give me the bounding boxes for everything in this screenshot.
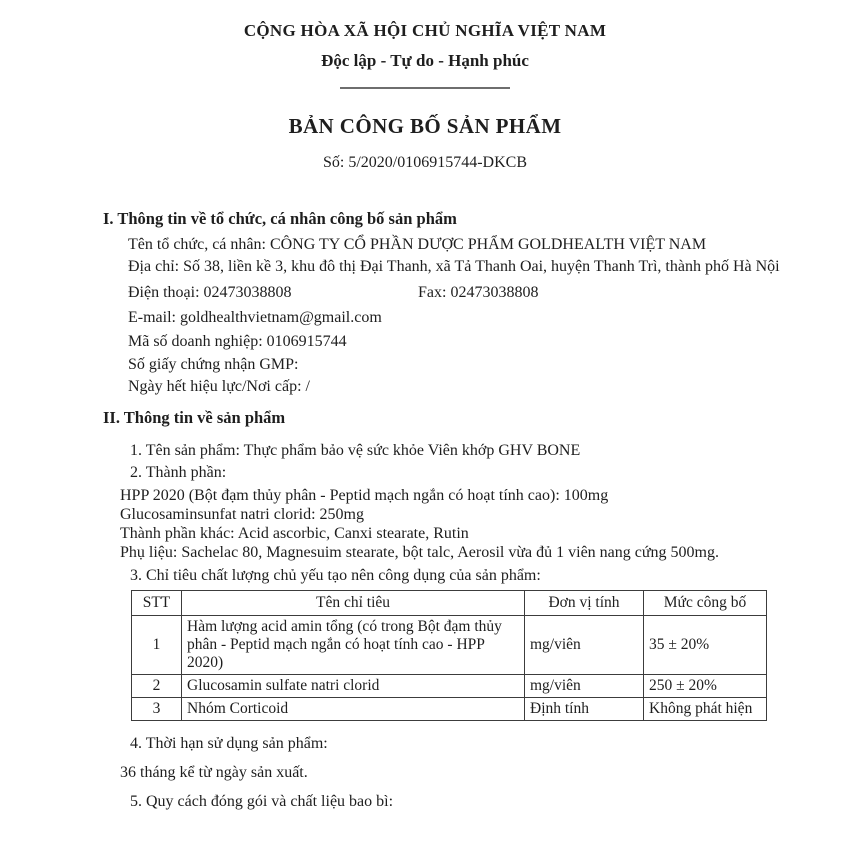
cell-stt: 1: [132, 616, 182, 675]
org-name-line: Tên tổ chức, cá nhân: CÔNG TY CỔ PHẦN DƯỢC PHẨM GOLDHEALTH VIỆT NAM: [128, 236, 707, 253]
shelf-life-value-line: 36 tháng kể từ ngày sản xuất.: [120, 764, 308, 781]
validity-line: Ngày hết hiệu lực/Nơi cấp: /: [128, 378, 310, 395]
email-line: E-mail: goldhealthvietnam@gmail.com: [128, 309, 382, 326]
ingredient-line: HPP 2020 (Bột đạm thủy phân - Peptid mạch ngắn có hoạt tính cao): 100mg: [120, 487, 609, 504]
national-header: [0, 20, 850, 89]
col-header-stt: STT: [132, 591, 182, 616]
col-header-criteria: Tên chỉ tiêu: [182, 591, 525, 616]
section2-heading: II. Thông tin về sản phẩm: [103, 408, 286, 427]
cell-level: 35 ± 20%: [644, 616, 767, 675]
col-header-declared-level: Mức công bố: [644, 591, 767, 616]
table-header-row: [132, 591, 767, 616]
address-line: Địa chỉ: Số 38, liền kề 3, khu đô thị Đại Thanh, xã Tả Thanh Oai, huyện Thanh Trì, thành phố Hà Nội: [128, 258, 780, 275]
document-body: [0, 208, 850, 813]
cell-unit: Định tính: [525, 698, 644, 721]
ingredients-heading-line: 2. Thành phần:: [130, 464, 227, 481]
document-number: Số: 5/2020/0106915744-DKCB: [322, 154, 527, 171]
col-header-unit: Đơn vị tính: [525, 591, 644, 616]
cell-criteria: Glucosamin sulfate natri clorid: [182, 675, 525, 698]
header-divider-rule: [340, 87, 510, 89]
cell-criteria: Hàm lượng acid amin tổng (có trong Bột đạm thủy phân - Peptid mạch ngắn có hoạt tính cao - HPP 2020): [182, 616, 525, 675]
ingredient-line: Glucosaminsunfat natri clorid: 250mg: [120, 506, 364, 523]
cell-level: 250 ± 20%: [644, 675, 767, 698]
national-motto: CỘNG HÒA XÃ HỘI CHỦ NGHĨA VIỆT NAM: [243, 21, 607, 40]
cell-unit: mg/viên: [525, 675, 644, 698]
ingredient-line: Phụ liệu: Sachelac 80, Magnesuim stearate, bột talc, Aerosil vừa đủ 1 viên nang cứng 500mg.: [120, 544, 719, 561]
table-row: [132, 675, 767, 698]
cell-unit: mg/viên: [525, 616, 644, 675]
cell-stt: 3: [132, 698, 182, 721]
table-row: [132, 616, 767, 675]
document-title: BẢN CÔNG BỐ SẢN PHẨM: [288, 114, 562, 138]
national-slogan: Độc lập - Tự do - Hạnh phúc: [321, 51, 529, 70]
cell-stt: 2: [132, 675, 182, 698]
quality-criteria-table: [131, 590, 767, 721]
section1-heading: I. Thông tin về tổ chức, cá nhân công bố sản phẩm: [103, 209, 457, 228]
product-name-line: 1. Tên sản phẩm: Thực phẩm bảo vệ sức khỏe Viên khớp GHV BONE: [130, 442, 581, 459]
shelf-life-heading-line: 4. Thời hạn sử dụng sản phẩm:: [130, 735, 328, 752]
table-row: [132, 698, 767, 721]
business-code-line: Mã số doanh nghiệp: 0106915744: [128, 333, 347, 350]
quality-heading-line: 3. Chỉ tiêu chất lượng chủ yếu tạo nên công dụng của sản phẩm:: [130, 567, 541, 584]
phone-fax-line: [103, 282, 798, 304]
phone-value: Điện thoại: 02473038808: [128, 284, 292, 301]
packaging-heading-line: 5. Quy cách đóng gói và chất liệu bao bì:: [130, 793, 394, 810]
gmp-cert-line: Số giấy chứng nhận GMP:: [128, 356, 299, 373]
ingredient-line: Thành phần khác: Acid ascorbic, Canxi stearate, Rutin: [120, 525, 469, 542]
cell-level: Không phát hiện: [644, 698, 767, 721]
cell-criteria: Nhóm Corticoid: [182, 698, 525, 721]
fax-value: Fax: 02473038808: [418, 284, 539, 301]
